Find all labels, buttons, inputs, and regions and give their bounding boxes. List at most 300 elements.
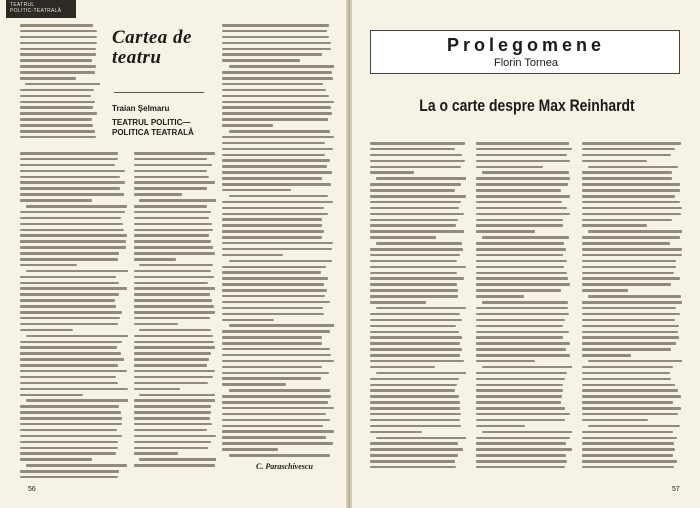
text-line [134,352,211,355]
text-line [370,348,462,351]
text-line [222,395,331,398]
text-line [20,311,122,314]
text-line [370,366,435,369]
text-line [222,118,328,121]
text-line [582,407,681,410]
text-line [370,289,458,292]
text-line [20,223,123,226]
text-line [582,207,682,210]
text-line [26,270,128,273]
text-line [222,183,331,186]
text-line [222,106,331,109]
text-line [20,441,118,444]
text-line [476,336,563,339]
text-line [476,460,567,463]
text-line [588,425,680,428]
text-line [134,335,213,338]
text-line [222,48,331,51]
text-line [20,429,117,432]
text-line [222,254,283,257]
text-line [222,360,334,363]
text-line [582,395,681,398]
text-line [20,240,126,243]
text-line [20,476,118,479]
text-line [370,319,462,322]
text-line [20,376,116,379]
text-line [476,177,570,180]
title-box [106,22,216,138]
text-line [370,384,457,387]
text-line [370,248,463,251]
text-line [20,229,124,232]
text-line [482,301,568,304]
text-line [222,154,325,157]
text-line [370,183,461,186]
text-line [370,277,464,280]
text-line [134,405,211,408]
text-line [222,136,334,139]
text-line [134,223,212,226]
text-line [582,336,679,339]
text-line [134,388,180,391]
text-line [476,213,570,216]
text-line [20,394,83,397]
text-line [134,399,215,402]
text-line [476,272,567,275]
text-line [582,142,681,145]
text-line [370,160,465,163]
text-line [222,224,322,227]
text-line [20,152,118,155]
text-line [229,130,331,133]
text-line [20,246,126,249]
text-line [222,372,329,375]
text-line [20,452,116,455]
right-page-column-3 [582,142,682,482]
text-line [20,59,92,62]
text-line [20,118,92,121]
text-line [20,388,128,391]
text-line [20,211,125,214]
text-line [20,358,124,361]
text-line [20,95,91,98]
text-line [26,335,128,338]
text-line [222,101,334,104]
text-line [20,252,119,255]
text-line [582,325,679,328]
text-line [582,301,682,304]
title-divider [114,92,204,93]
text-line [476,160,570,163]
text-line [134,170,207,173]
text-line [482,171,569,174]
text-line [20,346,117,349]
text-line [134,246,213,249]
text-line [582,183,680,186]
text-line [20,423,122,426]
text-line [582,242,670,245]
text-line [222,436,326,439]
text-line [20,299,115,302]
text-line [134,305,214,308]
text-line [222,266,326,269]
left-page [0,0,348,508]
text-line [582,378,671,381]
text-line [222,171,332,174]
text-line [582,154,671,157]
text-line [20,48,96,51]
text-line [222,201,333,204]
text-line [582,148,675,151]
text-line [134,229,213,232]
left-page-column-2 [222,24,334,480]
text-line [222,354,331,357]
text-line [582,389,678,392]
section-banner [370,30,680,74]
text-line [20,36,97,39]
text-line [476,331,569,334]
text-line [222,142,325,145]
left-page-column-1-top [20,24,100,144]
text-line [370,201,461,204]
text-line [134,323,178,326]
text-line [134,311,215,314]
text-line [476,295,524,298]
text-line [476,360,535,363]
text-line [376,437,466,440]
text-line [476,425,525,428]
text-line [370,236,436,239]
text-line [20,382,118,385]
text-line [582,384,675,387]
text-line [222,330,330,333]
text-line [370,460,455,463]
text-line [582,177,672,180]
text-line [476,254,563,257]
text-line [20,293,119,296]
text-line [476,166,543,169]
text-line [222,53,322,56]
text-line [134,276,214,279]
text-line [582,213,681,216]
text-line [229,195,329,198]
text-line [370,407,460,410]
text-line [370,166,461,169]
text-line [370,395,459,398]
text-line [370,425,461,428]
text-line [139,199,216,202]
text-line [582,401,673,404]
text-line [139,394,216,397]
text-line [222,271,321,274]
text-line [20,181,125,184]
text-line [20,405,119,408]
text-line [134,341,214,344]
page-number-left: 56 [28,486,36,493]
text-line [139,458,216,461]
text-line [222,319,274,322]
text-line [229,65,334,68]
text-line [20,258,118,261]
text-line [370,254,460,257]
text-line [134,376,213,379]
text-line [370,378,459,381]
text-line [476,348,566,351]
left-page-column-1 [20,152,128,492]
text-line [222,248,332,251]
text-line [20,435,122,438]
text-line [134,287,215,290]
text-line [582,272,674,275]
text-line [222,419,330,422]
text-line [588,360,682,363]
text-line [134,464,215,467]
text-line [582,160,647,163]
text-line [376,242,462,245]
text-line [20,53,96,56]
text-line [20,458,92,461]
text-line [222,425,323,428]
text-line [25,83,100,86]
section-title: Prolegomene [446,35,606,55]
text-line [476,319,565,322]
text-line [476,354,570,357]
text-line [222,283,324,286]
text-line [582,466,674,469]
text-line [222,383,286,386]
right-page-column-2 [476,142,572,482]
text-line [222,242,333,245]
text-line [476,230,535,233]
text-line [370,448,463,451]
text-line [370,195,466,198]
text-line [370,189,455,192]
text-line [134,411,211,414]
text-line [476,454,566,457]
text-line [476,466,565,469]
text-line [222,59,300,62]
text-line [370,354,460,357]
text-line [370,142,465,145]
text-line [482,236,570,239]
text-line [582,283,671,286]
text-line [476,283,570,286]
text-line [20,106,93,109]
text-line [370,219,458,222]
text-line [134,435,216,438]
text-line [134,164,212,167]
text-line [222,177,322,180]
text-line [370,207,459,210]
text-line [582,236,680,239]
text-line [582,195,675,198]
text-line [222,342,322,345]
text-line [20,187,120,190]
text-line [370,401,460,404]
text-line [370,230,464,233]
text-line [134,234,209,237]
text-line [222,218,322,221]
text-line [476,207,567,210]
text-line [476,342,570,345]
text-line [582,277,680,280]
text-line [582,224,647,227]
text-line [134,346,215,349]
text-line [134,447,208,450]
text-line [134,417,210,420]
page-number-right: 57 [672,486,680,493]
text-line [476,183,568,186]
text-line [134,187,207,190]
text-line [26,464,126,467]
text-line [370,331,459,334]
right-page-column-1 [370,142,466,482]
text-line [370,224,456,227]
text-line [476,195,570,198]
text-line [370,272,457,275]
text-line [476,266,564,269]
text-line [222,336,322,339]
text-line [370,413,461,416]
text-line [26,399,128,402]
text-line [20,164,115,167]
text-line [370,336,462,339]
text-line [20,234,127,237]
text-line [476,201,562,204]
text-line [582,307,676,310]
text-line [222,148,333,151]
text-line [134,299,212,302]
text-line [370,466,456,469]
text-line [476,289,561,292]
text-line [370,171,414,174]
text-line [582,348,671,351]
text-line [20,30,97,33]
article-signature: C. Paraschivescu [256,462,313,471]
text-line [476,372,567,375]
text-line [134,452,178,455]
text-line [370,213,464,216]
text-line [134,240,211,243]
text-line [582,260,676,263]
text-line [20,124,93,127]
text-line [20,329,73,332]
text-line [222,42,331,45]
text-line [134,217,209,220]
text-line [582,171,672,174]
text-line [582,354,631,357]
text-line [20,77,76,80]
text-line [582,448,675,451]
text-line [222,230,324,233]
page-title: Cartea de teatru [112,27,192,68]
text-line [222,112,332,115]
text-line [370,454,458,457]
text-line [134,258,176,261]
text-line [222,448,278,451]
text-line [482,431,572,434]
right-page [352,0,700,508]
text-line [582,431,673,434]
text-line [134,181,215,184]
text-line [582,342,676,345]
text-line [476,148,572,151]
text-line [20,101,95,104]
text-line [20,42,97,45]
text-line [476,378,565,381]
text-line [370,148,455,151]
text-line [582,219,672,222]
text-line [134,193,182,196]
text-line [229,260,332,263]
text-line [582,366,673,369]
text-line [134,152,215,155]
text-line [20,287,127,290]
text-line [370,154,462,157]
text-line [229,454,331,457]
text-line [222,413,326,416]
text-line [20,411,121,414]
text-line [222,165,327,168]
text-line [20,199,92,202]
text-line [222,207,324,210]
text-line [476,407,565,410]
header-strip: TEATRUL POLITIC-TEATRALĂ [6,0,76,18]
text-line [588,166,678,169]
text-line [582,413,678,416]
text-line [476,419,565,422]
text-line [370,325,456,328]
text-line [222,89,326,92]
text-line [370,360,464,363]
text-line [582,254,682,257]
text-line [20,323,118,326]
text-line [370,283,457,286]
text-line [582,454,673,457]
text-line [376,372,466,375]
text-line [222,430,334,433]
text-line [370,419,460,422]
text-line [476,442,566,445]
text-line [476,224,563,227]
left-page-column-middle [134,152,216,482]
text-line [134,293,210,296]
text-line [222,236,322,239]
text-line [20,24,93,27]
text-line [370,266,466,269]
text-line [476,325,563,328]
text-line [476,154,567,157]
book-author: Traian Șelmaru [112,104,170,113]
text-line [20,447,118,450]
text-line [476,384,563,387]
section-author: Florin Tornea [494,57,558,69]
text-line [582,460,677,463]
text-line [20,352,121,355]
text-line [476,313,569,316]
text-line [476,142,569,145]
text-line [20,71,95,74]
text-line [20,65,96,68]
text-line [476,389,563,392]
text-line [20,417,122,420]
text-line [134,441,211,444]
text-line [476,242,564,245]
text-line [370,431,422,434]
text-line [582,266,676,269]
text-line [139,329,212,332]
text-line [20,282,119,285]
